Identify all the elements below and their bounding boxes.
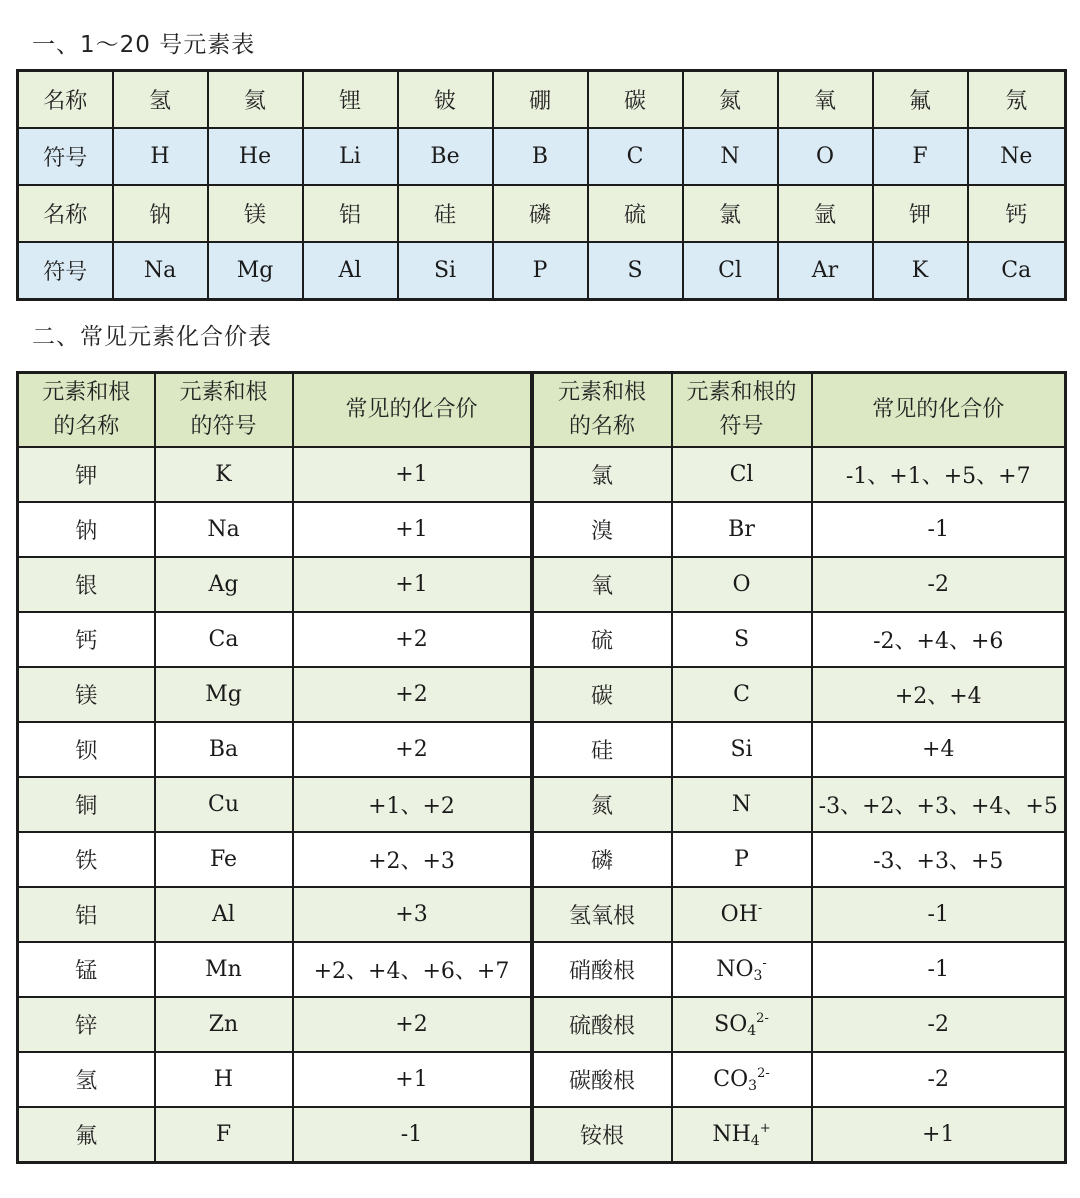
symbol-cell-right <box>672 1107 812 1163</box>
element-name-cell-left: 铜 <box>18 777 155 832</box>
table-row <box>18 447 1066 502</box>
table-row <box>18 887 1066 942</box>
symbol-cell-left <box>155 667 293 722</box>
symbol-base: Al <box>212 902 235 927</box>
row-label-cell: 符号 <box>18 242 113 300</box>
element-name-row <box>18 71 1066 129</box>
symbol-base: Fe <box>209 847 238 872</box>
element-name-cell: 锂 <box>303 71 398 129</box>
element-name-cell-left: 钙 <box>18 612 155 667</box>
element-name-cell-left: 铝 <box>18 887 155 942</box>
symbol-cell-left <box>155 1052 293 1107</box>
valence-cell-left: +2 <box>293 722 532 777</box>
section-heading-elements-1-20: 一、1～20 号元素表 <box>32 32 256 58</box>
element-name-cell-right: 硫 <box>532 612 672 667</box>
valence-cell-right: -1 <box>812 887 1066 942</box>
element-name-cell: 镁 <box>208 185 303 242</box>
header-name-left: 元素和根的名称 <box>18 373 155 448</box>
valence-cell-right: +2、+4 <box>812 667 1066 722</box>
symbol-cell-right <box>672 1052 812 1107</box>
table-row <box>18 1107 1066 1163</box>
element-symbol-cell: O <box>778 128 873 185</box>
element-name-cell: 钠 <box>113 185 208 242</box>
valence-cell-left: +1 <box>293 557 532 612</box>
valence-cell-left: +3 <box>293 887 532 942</box>
element-name-cell: 碳 <box>588 71 683 129</box>
symbol-cell-right <box>672 447 812 502</box>
symbol-charge: - <box>762 956 767 971</box>
element-name-cell: 钾 <box>873 185 968 242</box>
element-symbol-cell: K <box>873 242 968 300</box>
valence-cell-right: -1、+1、+5、+7 <box>812 447 1066 502</box>
element-name-cell: 氮 <box>683 71 778 129</box>
symbol-base: K <box>215 462 232 487</box>
table-row <box>18 1052 1066 1107</box>
table-row <box>18 667 1066 722</box>
symbol-charge: - <box>757 901 763 916</box>
element-name-cell-right: 磷 <box>532 832 672 887</box>
element-symbol-cell: B <box>493 128 588 185</box>
element-name-cell-left: 银 <box>18 557 155 612</box>
valence-cell-right: -3、+2、+3、+4、+5 <box>812 777 1066 832</box>
element-name-cell-left: 钾 <box>18 447 155 502</box>
header-valence-right: 常见的化合价 <box>812 373 1066 448</box>
symbol-charge: + <box>759 1121 771 1136</box>
symbol-charge: 2- <box>757 1066 770 1081</box>
valence-cell-left: +2 <box>293 667 532 722</box>
table-row <box>18 612 1066 667</box>
symbol-cell-left <box>155 777 293 832</box>
element-name-row <box>18 185 1066 242</box>
symbol-cell-right <box>672 722 812 777</box>
element-name-cell-right: 铵根 <box>532 1107 672 1163</box>
element-name-cell-left: 锰 <box>18 942 155 997</box>
symbol-subscript: 4 <box>747 1023 757 1039</box>
element-name-cell-right: 氢氧根 <box>532 887 672 942</box>
element-symbol-cell: Ne <box>968 128 1066 185</box>
element-name-cell: 钙 <box>968 185 1066 242</box>
symbol-cell-right <box>672 997 812 1052</box>
header-symbol-right: 元素和根的符号 <box>672 373 812 448</box>
table-row <box>18 502 1066 557</box>
element-name-cell: 铍 <box>398 71 493 129</box>
symbol-base: Ba <box>208 737 239 762</box>
element-symbol-cell: Si <box>398 242 493 300</box>
symbol-cell-right <box>672 777 812 832</box>
elements-1-20-table <box>16 69 1067 301</box>
symbol-base: Ag <box>208 572 239 597</box>
row-label-cell: 名称 <box>18 185 113 242</box>
symbol-base: CO <box>713 1067 749 1092</box>
element-symbol-cell: Na <box>113 242 208 300</box>
valence-cell-right: -2 <box>812 997 1066 1052</box>
table-row <box>18 942 1066 997</box>
symbol-cell-left <box>155 942 293 997</box>
symbol-base: H <box>213 1067 234 1092</box>
table-row <box>18 777 1066 832</box>
symbol-subscript: 3 <box>748 1078 758 1094</box>
symbol-cell-right <box>672 942 812 997</box>
element-name-cell: 氢 <box>113 71 208 129</box>
symbol-base: Mn <box>205 957 242 982</box>
element-symbol-cell: Cl <box>683 242 778 300</box>
symbol-base: P <box>734 847 749 872</box>
element-name-cell: 氦 <box>208 71 303 129</box>
element-name-cell-left: 钠 <box>18 502 155 557</box>
table-row <box>18 557 1066 612</box>
symbol-base: OH <box>720 902 758 927</box>
valence-cell-left: +1、+2 <box>293 777 532 832</box>
element-name-cell-left: 氢 <box>18 1052 155 1107</box>
symbol-base: SO <box>714 1012 748 1037</box>
row-label-cell: 名称 <box>18 71 113 129</box>
element-name-cell: 硼 <box>493 71 588 129</box>
symbol-cell-right <box>672 612 812 667</box>
element-name-cell-right: 氧 <box>532 557 672 612</box>
element-symbol-cell: S <box>588 242 683 300</box>
element-symbol-cell: Be <box>398 128 493 185</box>
element-name-cell: 硫 <box>588 185 683 242</box>
element-name-cell: 氩 <box>778 185 873 242</box>
header-symbol-left: 元素和根的符号 <box>155 373 293 448</box>
element-symbol-cell: P <box>493 242 588 300</box>
element-symbol-cell: Li <box>303 128 398 185</box>
symbol-base: Cl <box>729 462 754 487</box>
element-name-cell: 磷 <box>493 185 588 242</box>
element-name-cell-right: 硫酸根 <box>532 997 672 1052</box>
element-name-cell-left: 氟 <box>18 1107 155 1163</box>
element-name-cell-right: 氮 <box>532 777 672 832</box>
symbol-cell-left <box>155 612 293 667</box>
element-symbol-cell: Ar <box>778 242 873 300</box>
symbol-base: NH <box>712 1122 751 1147</box>
symbol-cell-left <box>155 722 293 777</box>
valence-cell-right: -2 <box>812 557 1066 612</box>
symbol-cell-left <box>155 887 293 942</box>
element-name-cell-right: 碳 <box>532 667 672 722</box>
element-name-cell-left: 钡 <box>18 722 155 777</box>
element-symbol-cell: H <box>113 128 208 185</box>
symbol-base: Cu <box>207 792 239 817</box>
valence-cell-right: -1 <box>812 502 1066 557</box>
element-name-cell: 硅 <box>398 185 493 242</box>
symbol-cell-left <box>155 1107 293 1163</box>
table-row <box>18 997 1066 1052</box>
section-heading-valence-table: 二、常见元素化合价表 <box>32 324 272 350</box>
symbol-cell-left <box>155 832 293 887</box>
symbol-base: Mg <box>205 682 242 707</box>
element-symbol-cell: Mg <box>208 242 303 300</box>
symbol-base: Si <box>730 737 753 762</box>
header-valence-left: 常见的化合价 <box>293 373 532 448</box>
row-label-cell: 符号 <box>18 128 113 185</box>
symbol-charge: 2- <box>756 1011 769 1026</box>
symbol-cell-right <box>672 557 812 612</box>
element-symbol-cell: C <box>588 128 683 185</box>
valence-cell-left: +1 <box>293 1052 532 1107</box>
symbol-base: N <box>731 792 752 817</box>
valence-cell-left: +2 <box>293 997 532 1052</box>
element-name-cell: 氧 <box>778 71 873 129</box>
element-symbol-row <box>18 128 1066 185</box>
valence-cell-left: +2、+4、+6、+7 <box>293 942 532 997</box>
element-symbol-cell: F <box>873 128 968 185</box>
valence-cell-left: +1 <box>293 447 532 502</box>
symbol-base: Na <box>207 517 240 542</box>
symbol-subscript: 4 <box>750 1133 760 1149</box>
valence-cell-left: +2 <box>293 612 532 667</box>
common-valence-table <box>16 371 1067 1164</box>
symbol-base: NO <box>716 957 754 982</box>
element-symbol-cell: He <box>208 128 303 185</box>
symbol-base: S <box>733 627 750 652</box>
symbol-cell-right <box>672 502 812 557</box>
symbol-cell-right <box>672 887 812 942</box>
table-row <box>18 832 1066 887</box>
element-name-cell-left: 锌 <box>18 997 155 1052</box>
table-header-row <box>18 373 1066 448</box>
symbol-subscript: 3 <box>753 968 763 984</box>
element-name-cell: 氯 <box>683 185 778 242</box>
symbol-base: C <box>733 682 750 707</box>
valence-cell-right: -2、+4、+6 <box>812 612 1066 667</box>
valence-cell-left: +2、+3 <box>293 832 532 887</box>
valence-cell-right: -3、+3、+5 <box>812 832 1066 887</box>
element-name-cell: 铝 <box>303 185 398 242</box>
element-symbol-row <box>18 242 1066 300</box>
valence-cell-right: +1 <box>812 1107 1066 1163</box>
symbol-cell-left <box>155 502 293 557</box>
element-name-cell-right: 硝酸根 <box>532 942 672 997</box>
symbol-cell-left <box>155 557 293 612</box>
valence-cell-left: -1 <box>293 1107 532 1163</box>
element-name-cell-right: 溴 <box>532 502 672 557</box>
symbol-base: Br <box>728 517 755 542</box>
symbol-cell-right <box>672 832 812 887</box>
table-row <box>18 722 1066 777</box>
symbol-base: Zn <box>208 1012 239 1037</box>
element-name-cell-left: 铁 <box>18 832 155 887</box>
element-symbol-cell: Ca <box>968 242 1066 300</box>
valence-cell-right: -2 <box>812 1052 1066 1107</box>
element-name-cell-right: 硅 <box>532 722 672 777</box>
valence-cell-right: -1 <box>812 942 1066 997</box>
symbol-base: F <box>215 1122 232 1147</box>
element-name-cell-right: 碳酸根 <box>532 1052 672 1107</box>
valence-cell-left: +1 <box>293 502 532 557</box>
element-name-cell: 氟 <box>873 71 968 129</box>
symbol-base: O <box>732 572 751 597</box>
symbol-cell-right <box>672 667 812 722</box>
symbol-base: Ca <box>208 627 239 652</box>
element-symbol-cell: Al <box>303 242 398 300</box>
valence-cell-right: +4 <box>812 722 1066 777</box>
element-symbol-cell: N <box>683 128 778 185</box>
element-name-cell-right: 氯 <box>532 447 672 502</box>
symbol-cell-left <box>155 447 293 502</box>
element-name-cell: 氖 <box>968 71 1066 129</box>
symbol-cell-left <box>155 997 293 1052</box>
element-name-cell-left: 镁 <box>18 667 155 722</box>
header-name-right: 元素和根的名称 <box>532 373 672 448</box>
